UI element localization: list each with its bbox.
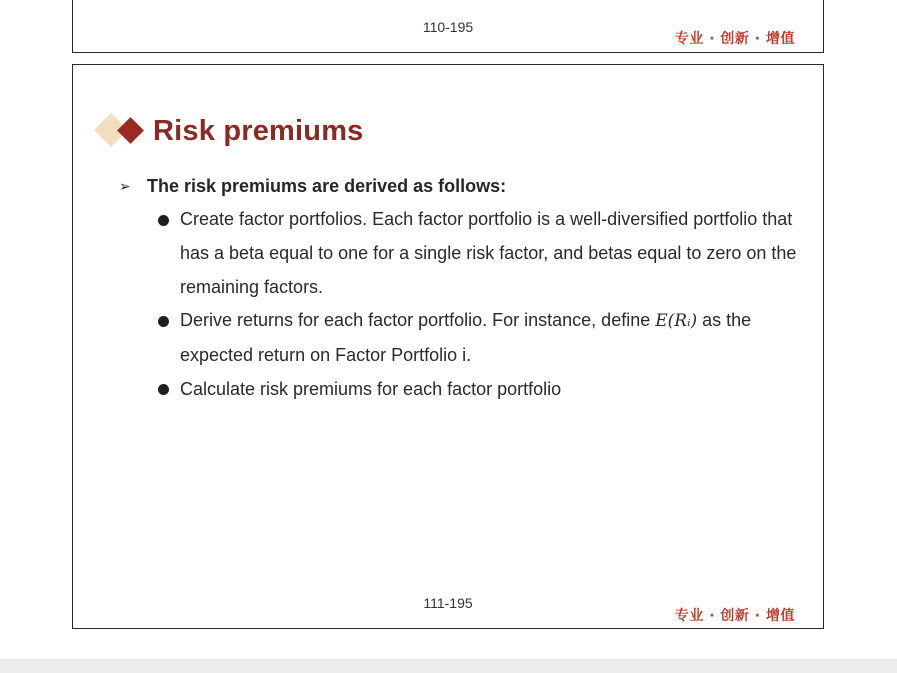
page-number: 110-195 bbox=[422, 19, 474, 35]
bullet-dot-icon bbox=[158, 316, 169, 327]
bullet-text-before: Derive returns for each factor portfolio. For instance, define bbox=[180, 310, 656, 331]
bullet-dot-icon bbox=[158, 215, 169, 226]
current-page bbox=[72, 64, 824, 629]
math-expression: E(Rᵢ) bbox=[655, 311, 698, 332]
bullet-text-after: as the expected return on Factor Portfolio i. bbox=[180, 310, 752, 366]
list-item bbox=[155, 203, 799, 304]
lead-line bbox=[119, 171, 799, 201]
diamond-icon bbox=[93, 111, 151, 151]
horizontal-scrollbar[interactable] bbox=[0, 659, 897, 673]
list-item bbox=[155, 304, 799, 373]
slogan-logo: 专业 · 创新 · 增值 bbox=[674, 31, 795, 47]
slide-content bbox=[119, 171, 799, 407]
bullet-dot-icon bbox=[158, 384, 169, 395]
lead-text: The risk premiums are derived as follows: bbox=[147, 176, 507, 196]
bullet-text: Create factor portfolios. Each factor portfolio is a well-diversified portfolio that has a beta equal to one for a single risk factor, and betas equal to zero on the remaining factors. bbox=[180, 209, 797, 297]
bullet-text: Calculate risk premiums for each factor portfolio bbox=[180, 378, 562, 399]
dark-diamond-shape bbox=[117, 117, 144, 144]
slide-title: Risk premiums bbox=[153, 114, 364, 147]
previous-page bbox=[72, 0, 824, 53]
list-item bbox=[155, 373, 799, 407]
page-number: 111-195 bbox=[423, 595, 473, 611]
bullet-list bbox=[119, 203, 799, 407]
title-row bbox=[93, 111, 364, 151]
arrow-bullet-icon: ➢ bbox=[119, 178, 131, 194]
slogan-logo: 专业 · 创新 · 增值 bbox=[674, 608, 795, 624]
